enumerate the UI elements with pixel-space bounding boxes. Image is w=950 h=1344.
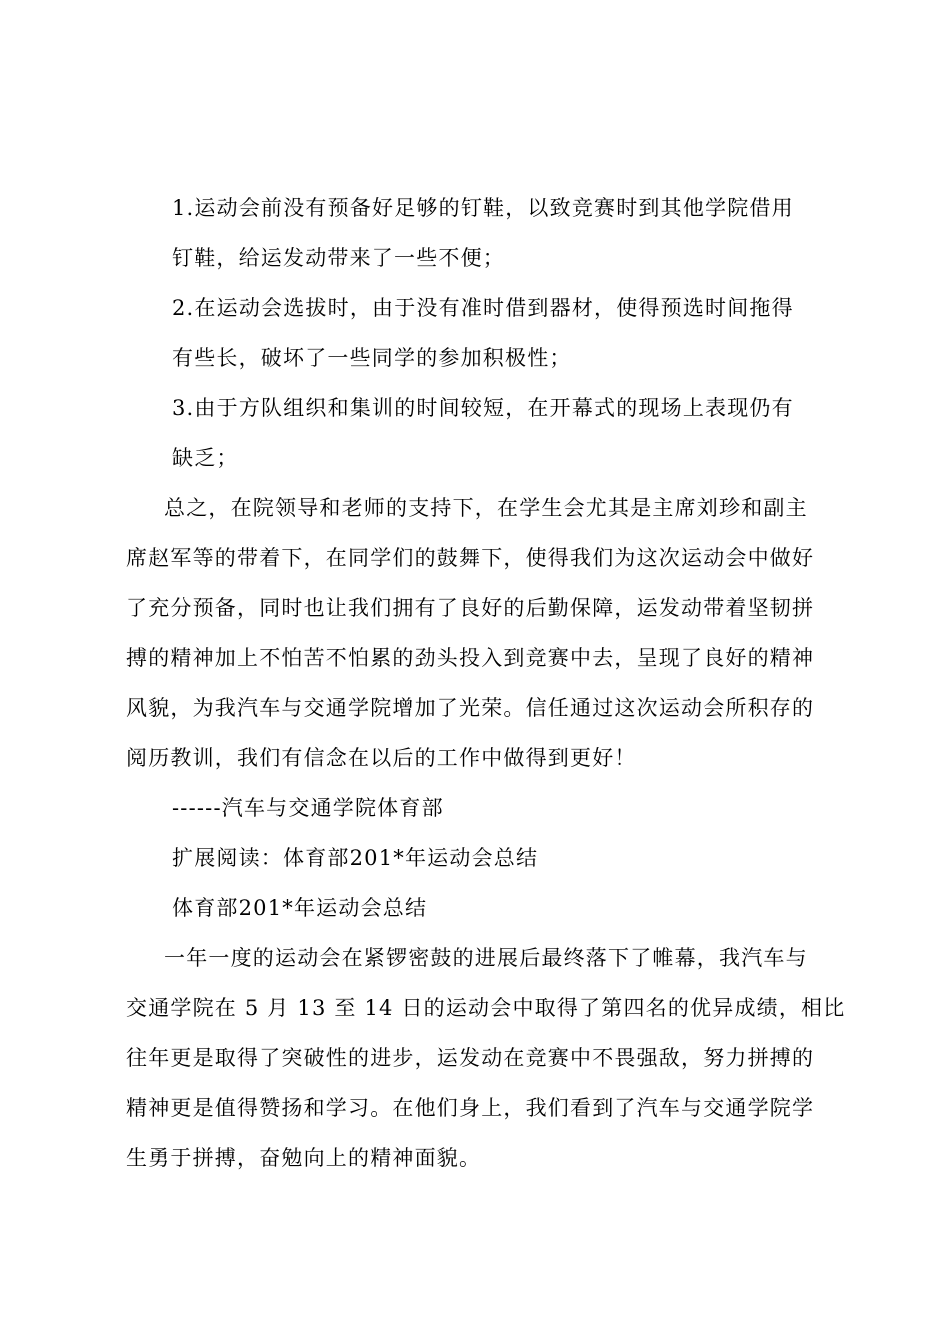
summary-line-6: 阅历教训，我们有信念在以后的工作中做得到更好！	[126, 746, 637, 770]
intro-line-5: 生勇于拼搏，奋勉向上的精神面貌。	[126, 1146, 482, 1170]
list-item-3-line-1: 3.由于方队组织和集训的时间较短，在开幕式的现场上表现仍有	[172, 396, 794, 420]
list-item-2-line-1: 2.在运动会选拔时，由于没有准时借到器材，使得预选时间拖得	[172, 296, 794, 320]
summary-line-4: 搏的精神加上不怕苦不怕累的劲头投入到竞赛中去，呈现了良好的精神	[126, 646, 815, 670]
summary-line-5: 风貌，为我汽车与交通学院增加了光荣。信任通过这次运动会所积存的	[126, 696, 815, 720]
section-title: 体育部201*年运动会总结	[172, 896, 428, 920]
extended-reading-label: 扩展阅读：体育部201*年运动会总结	[172, 846, 539, 870]
summary-line-2: 席赵军等的带着下，在同学们的鼓舞下，使得我们为这次运动会中做好	[126, 546, 815, 570]
list-item-1-line-1: 1.运动会前没有预备好足够的钉鞋，以致竞赛时到其他学院借用	[172, 196, 794, 220]
list-item-2-line-2: 有些长，破坏了一些同学的参加积极性；	[172, 346, 572, 370]
list-item-3-line-2: 缺乏；	[172, 446, 239, 470]
intro-line-1: 一年一度的运动会在紧锣密鼓的进展后最终落下了帷幕，我汽车与	[164, 946, 808, 970]
summary-line-1: 总之，在院领导和老师的支持下，在学生会尤其是主席刘珍和副主	[164, 496, 808, 520]
intro-line-3: 往年更是取得了突破性的进步，运发动在竞赛中不畏强敌，努力拼搏的	[126, 1046, 815, 1070]
signature: ------汽车与交通学院体育部	[172, 796, 444, 820]
summary-line-3: 了充分预备，同时也让我们拥有了良好的后勤保障，运发动带着坚韧拼	[126, 596, 815, 620]
list-item-1-line-2: 钉鞋，给运发动带来了一些不便；	[172, 246, 505, 270]
intro-line-4: 精神更是值得赞扬和学习。在他们身上，我们看到了汽车与交通学院学	[126, 1096, 815, 1120]
intro-line-2: 交通学院在 5 月 13 至 14 日的运动会中取得了第四名的优异成绩，相比	[126, 996, 846, 1020]
